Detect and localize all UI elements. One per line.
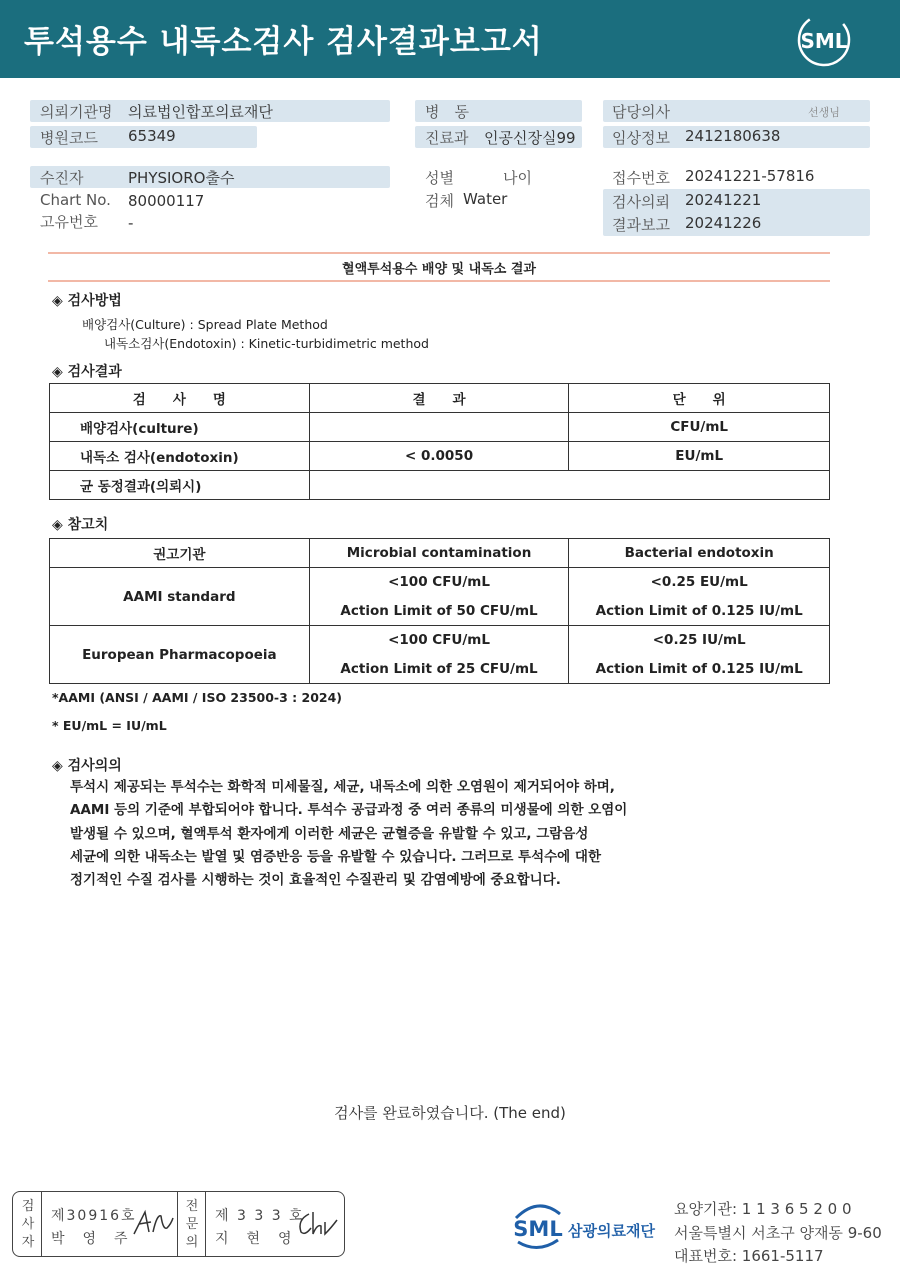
patient-label: 수진자	[40, 169, 84, 187]
endo-cell: <0.25 EU/mL	[569, 568, 830, 597]
specialist-license: 제 3 3 3 호	[215, 1208, 305, 1224]
section-line-top	[48, 252, 830, 254]
receipt-value: 20241221-57816	[685, 167, 815, 185]
report-date-value: 20241226	[685, 214, 762, 232]
uid-value: -	[128, 214, 134, 232]
end-notice: 검사를 완료하였습니다. (The end)	[334, 1104, 566, 1122]
examiner-label: 검사자	[21, 1199, 35, 1250]
footer-org-name: 삼광의료재단	[568, 1222, 655, 1240]
reference-table	[49, 538, 830, 684]
svg-text:SML: SML	[513, 1217, 563, 1241]
unit-cell: EU/mL	[569, 442, 830, 471]
doctor-label: 담당의사	[612, 103, 670, 121]
hosp-code-value: 65349	[128, 127, 176, 145]
col-endotoxin: Bacterial endotoxin	[569, 539, 830, 568]
examiner-name: 박 영 주	[51, 1231, 130, 1247]
footer-phone: 대표번호: 1661-5117	[674, 1247, 824, 1265]
reference-header-row	[50, 539, 830, 568]
specimen-label: 검체	[425, 192, 454, 210]
test-name-cell: 내독소 검사(endotoxin)	[50, 442, 310, 471]
signature-divider	[205, 1192, 206, 1256]
chart-no-label: Chart No.	[40, 191, 111, 209]
result-cell	[309, 413, 569, 442]
endo-cell: Action Limit of 0.125 IU/mL	[569, 655, 830, 684]
specialist-label: 전문의	[185, 1199, 199, 1250]
examiner-signature-icon	[131, 1208, 175, 1238]
sml-logo-icon	[796, 12, 852, 68]
micro-cell: <100 CFU/mL	[309, 626, 569, 655]
endo-cell: Action Limit of 0.125 IU/mL	[569, 597, 830, 626]
micro-cell: <100 CFU/mL	[309, 568, 569, 597]
table-row	[50, 413, 830, 442]
micro-cell: Action Limit of 25 CFU/mL	[309, 655, 569, 684]
result-cell	[309, 471, 829, 500]
col-test-name: 검 사 명	[50, 384, 310, 413]
unit-cell: CFU/mL	[569, 413, 830, 442]
table-row	[50, 471, 830, 500]
patient-value: PHYSIORO출수	[128, 169, 235, 187]
request-date-label: 검사의뢰	[612, 193, 670, 211]
specialist-name: 지 현 영	[215, 1231, 294, 1247]
hosp-code-label: 병원코드	[40, 129, 98, 147]
col-result: 결 과	[309, 384, 569, 413]
request-date-value: 20241221	[685, 191, 762, 209]
table-row	[50, 442, 830, 471]
significance-line: AAMI 등의 기준에 부합되어야 합니다. 투석수 공급과정 중 여러 종류의 미생물에 의한 오염이	[70, 802, 628, 819]
method-heading: ◈ 검사방법	[52, 293, 122, 309]
significance-line: 투석시 제공되는 투석수는 화학적 미세물질, 세균, 내독소에 의한 오염원이 제거되어야 하며,	[70, 779, 615, 795]
sml-footer-logo-icon	[510, 1200, 566, 1250]
result-cell: < 0.0050	[309, 442, 569, 471]
chart-no-value: 80000117	[128, 192, 205, 210]
reference-note-aami: *AAMI (ANSI / AAMI / ISO 23500-3 : 2024)	[52, 690, 343, 705]
footer-address: 서울특별시 서초구 양재동 9-60	[674, 1224, 882, 1242]
req-org-label: 의뢰기관명	[40, 103, 113, 121]
specimen-value: Water	[463, 190, 508, 208]
examiner-license: 제30916호	[51, 1208, 137, 1224]
svg-text:SML: SML	[800, 29, 848, 53]
reference-note-unit: * EU/mL = IU/mL	[52, 718, 167, 733]
report-date-label: 결과보고	[612, 216, 670, 234]
method-culture: 배양검사(Culture) : Spread Plate Method	[82, 317, 328, 332]
signature-divider	[41, 1192, 42, 1256]
section-title: 혈액투석용수 배양 및 내독소 결과	[342, 262, 536, 277]
test-name-cell: 배양검사(culture)	[50, 413, 310, 442]
significance-line: 발생될 수 있으며, 혈액투석 환자에게 이러한 세균은 균혈증을 유발할 수 있고, 그람음성	[70, 825, 589, 842]
col-unit: 단 위	[569, 384, 830, 413]
table-row	[50, 568, 830, 597]
endo-cell: <0.25 IU/mL	[569, 626, 830, 655]
footer-code: 요양기관: 1 1 3 6 5 2 0 0	[674, 1200, 852, 1218]
section-line-bottom	[48, 280, 830, 282]
req-org-value: 의료법인합포의료재단	[128, 103, 273, 121]
col-org: 권고기관	[50, 539, 310, 568]
report-header	[0, 0, 900, 78]
significance-line: 세균에 의한 내독소는 발열 및 염증반응 등을 유발할 수 있습니다. 그러므로 투석수에 대한	[70, 848, 602, 865]
clinical-label: 임상정보	[612, 129, 670, 147]
specialist-signature-icon	[295, 1208, 339, 1238]
org-cell: AAMI standard	[50, 568, 310, 626]
significance-text	[70, 776, 627, 892]
micro-cell: Action Limit of 50 CFU/mL	[309, 597, 569, 626]
reference-heading: ◈ 참고치	[52, 517, 109, 533]
clinical-value: 2412180638	[685, 127, 781, 145]
dept-value: 인공신장실99	[484, 129, 576, 147]
col-microbial: Microbial contamination	[309, 539, 569, 568]
report-title: 투석용수 내독소검사 검사결과보고서	[24, 24, 543, 60]
dept-label: 진료과	[425, 129, 469, 147]
signature-box	[12, 1191, 345, 1257]
org-cell: European Pharmacopoeia	[50, 626, 310, 684]
table-row	[50, 626, 830, 655]
results-heading: ◈ 검사결과	[52, 364, 122, 380]
significance-line: 정기적인 수질 검사를 시행하는 것이 효율적인 수질관리 및 감염예방에 중요합니다.	[70, 872, 561, 889]
ward-label: 병 동	[425, 103, 469, 121]
results-header-row	[50, 384, 830, 413]
receipt-label: 접수번호	[612, 169, 670, 187]
uid-label: 고유번호	[40, 213, 98, 231]
age-label: 나이	[503, 169, 532, 187]
significance-heading: ◈ 검사의의	[52, 758, 122, 774]
doctor-suffix: 선생님	[808, 106, 840, 119]
signature-divider	[177, 1192, 178, 1256]
test-name-cell: 균 동정결과(의뢰시)	[50, 471, 310, 500]
method-endotoxin: 내독소검사(Endotoxin) : Kinetic-turbidimetric method	[104, 336, 429, 351]
results-table	[49, 383, 830, 500]
sex-label: 성별	[425, 169, 454, 187]
